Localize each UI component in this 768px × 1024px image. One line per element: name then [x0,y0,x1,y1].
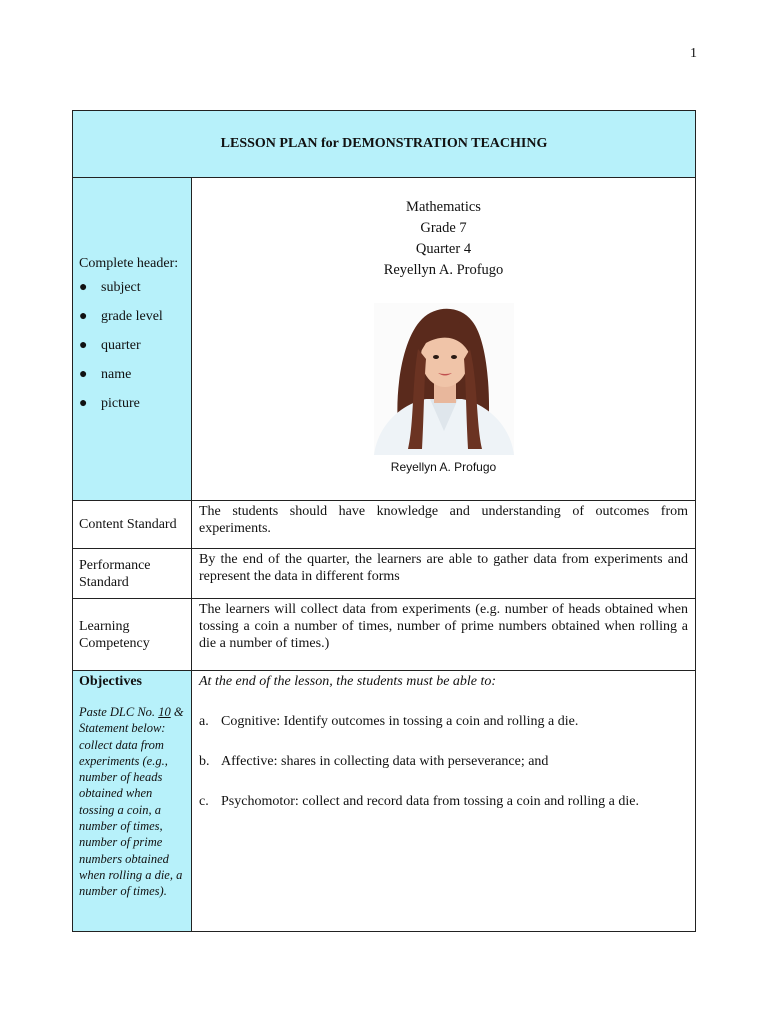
title-row [73,111,696,178]
header-row [73,178,696,501]
content-standard-label: Content Standard [73,501,192,549]
bullet-icon: ● [79,308,88,324]
dlc-number: 10 [158,705,171,719]
header-checklist [79,278,185,413]
teacher-name: Reyellyn A. Profugo [383,262,504,278]
teacher-photo [374,303,514,455]
performance-standard-label: Performance Standard [73,549,192,599]
subject: Mathematics [406,199,481,215]
list-item: ● grade level [79,308,163,324]
list-item: c. Psychomotor: collect and record data from tossing a coin and rolling a die. [199,794,639,809]
content-standard-text: The students should have knowledge and understanding of outcomes from experiments. [192,501,696,549]
objectives-label-cell [73,671,192,932]
header-label: Complete header: [79,255,179,271]
list-item: ● name [79,366,132,382]
photo-caption: Reyellyn A. Profugo [390,460,497,474]
bullet-icon: ● [79,337,88,353]
bullet-icon: ● [79,366,88,382]
lesson-plan-title: LESSON PLAN for DEMONSTRATION TEACHING [73,111,696,178]
content-standard-row [73,501,696,549]
header-instructions [73,178,192,501]
bullet-icon: ● [79,395,88,411]
quarter: Quarter 4 [415,241,472,257]
objectives-intro: At the end of the lesson, the students must be able to: [199,674,497,689]
dlc-note: Paste DLC No. 10 & Statement below: collect data from experiments (e.g., number of heads obtained when tossing a coin, a number of times, number of prime numbers obtained when rolling a die, a number of times). [79,705,184,899]
grade-level: Grade 7 [420,220,467,236]
performance-standard-row [73,549,696,599]
list-item: ● quarter [79,337,141,353]
list-item: ● picture [79,395,140,411]
learning-competency-text: The learners will collect data from experiments (e.g. number of heads obtained when tossing a coin a number of times, number of prime numbers obtained when rolling a die a number of times.) [192,599,696,671]
objectives-row [73,671,696,932]
objectives-label: Objectives [79,674,142,689]
page-number: 1 [690,46,697,61]
learning-competency-row [73,599,696,671]
list-item: b. Affective: shares in collecting data with perseverance; and [199,754,549,769]
lesson-plan-table [72,110,696,932]
objectives-content [192,671,696,932]
list-item: ● subject [79,279,141,295]
learning-competency-label: Learning Competency [73,599,192,671]
header-content [192,178,696,501]
list-item: a. Cognitive: Identify outcomes in tossing a coin and rolling a die. [199,714,579,729]
performance-standard-text: By the end of the quarter, the learners are able to gather data from experiments and represent the data in different forms [192,549,696,599]
bullet-icon: ● [79,279,88,295]
